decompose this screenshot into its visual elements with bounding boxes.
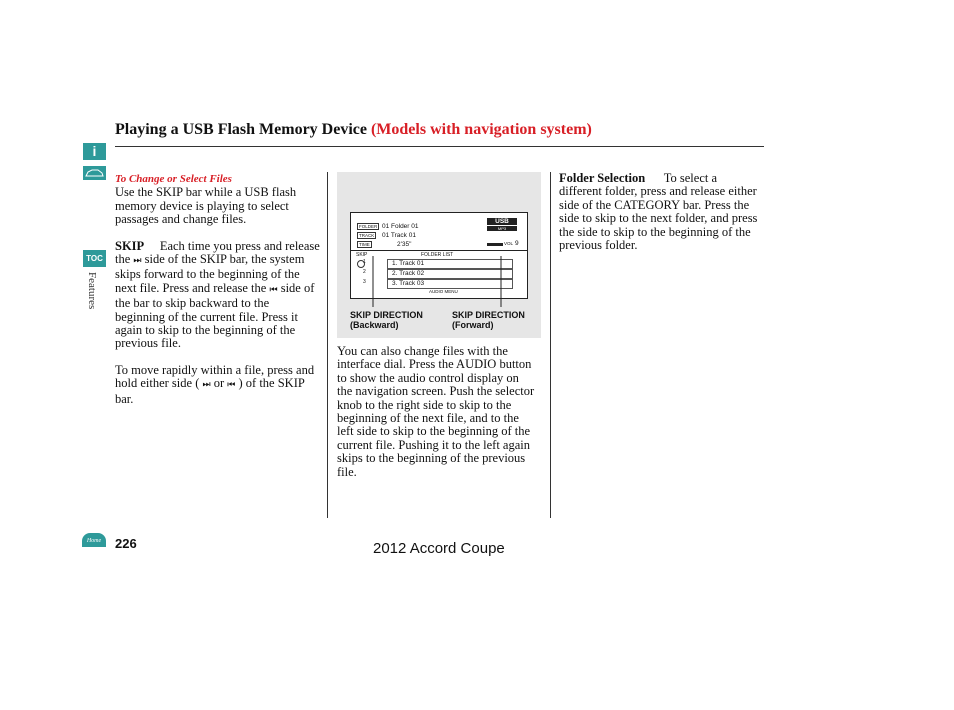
car-icon[interactable] [83,166,106,180]
rapid-paragraph: To move rapidly within a file, press and hold either side ( ⏭ or ⏮ ) of the SKIP bar. [115,362,315,406]
screen-tag: FOLDER [359,224,378,229]
list-item: 3. Track 03 [387,279,513,289]
title-suffix: (Models with navigation system) [370,121,592,138]
title-main: Playing a USB Flash Memory Device [115,121,367,138]
folder-selection-text: To select a different folder, press and release either side of the CATEGORY bar. Press the side to skip to the next folder, and press the side to skip to the beginning of the previous folder. [559,171,758,253]
page-title [115,121,592,139]
column-divider [327,172,328,518]
row-number: 1 [363,259,366,265]
skip-forward-icon: ⏭ [202,380,211,391]
row-number: 3 [363,279,366,285]
list-item: 1. Track 01 [387,259,513,269]
caption-forward: SKIP DIRECTION (Forward) [452,310,525,330]
row-number: 2 [363,269,366,275]
skip-back-icon: ⏮ [269,284,278,295]
toc-button[interactable]: TOC [83,250,106,267]
info-icon[interactable]: i [83,143,106,160]
skip-paragraph: SKIP Each time you press and release the ⏭ side of the SKIP bar, the system skips forward to the beginning of the next file. Press and release the ⏮ side of the bar to skip backward to the beginning of the current file. Press it again to skip to the beginning of the previous file. [115,238,320,351]
page-number: 226 [115,536,137,551]
folder-list-label: FOLDER LIST [421,252,454,258]
column-divider [550,172,551,518]
skip-term: SKIP [115,238,145,253]
home-button[interactable]: Home [82,533,106,547]
track-name: 01 Track 01 [382,232,416,239]
column-3 [559,172,759,252]
skip-back-icon: ⏮ [227,380,236,391]
interface-dial-text: You can also change files with the interface dial. Press the AUDIO button to show the audio control display on the navigation screen. Push the selector knob to the right side to skip to the beginning of the next file, and to the left side to skip to the beginning of the current file. Pushing it to the left again skips to the beginning of the previous file. [337,344,535,479]
volume-label: VOL [504,241,514,246]
section-heading: To Change or Select Files [115,173,232,185]
screen-tag: TIME [359,242,370,247]
caption-backward: SKIP DIRECTION (Backward) [350,310,423,330]
list-item: 2. Track 02 [387,269,513,279]
audio-menu-label: AUDIO MENU [429,289,458,294]
usb-badge: USB [487,218,517,225]
format-badge: MP3 [487,226,517,231]
folder-name: 01 Folder 01 [382,223,419,230]
column-1 [115,172,320,406]
volume-value: 9 [515,240,519,247]
track-time: 2'35" [397,241,412,248]
section-label: Features [86,272,98,310]
skip-forward-icon: ⏭ [133,256,142,267]
folder-selection-term: Folder Selection [559,171,646,185]
column-2 [337,345,537,479]
screen-tag: TRACK [359,233,375,238]
footer-model: 2012 Accord Coupe [373,540,505,557]
intro-text: Use the SKIP bar while a USB flash memory device is playing to select passages and change files. [115,185,297,227]
title-divider [115,146,764,147]
skip-bar-label: SKIP [356,252,368,258]
